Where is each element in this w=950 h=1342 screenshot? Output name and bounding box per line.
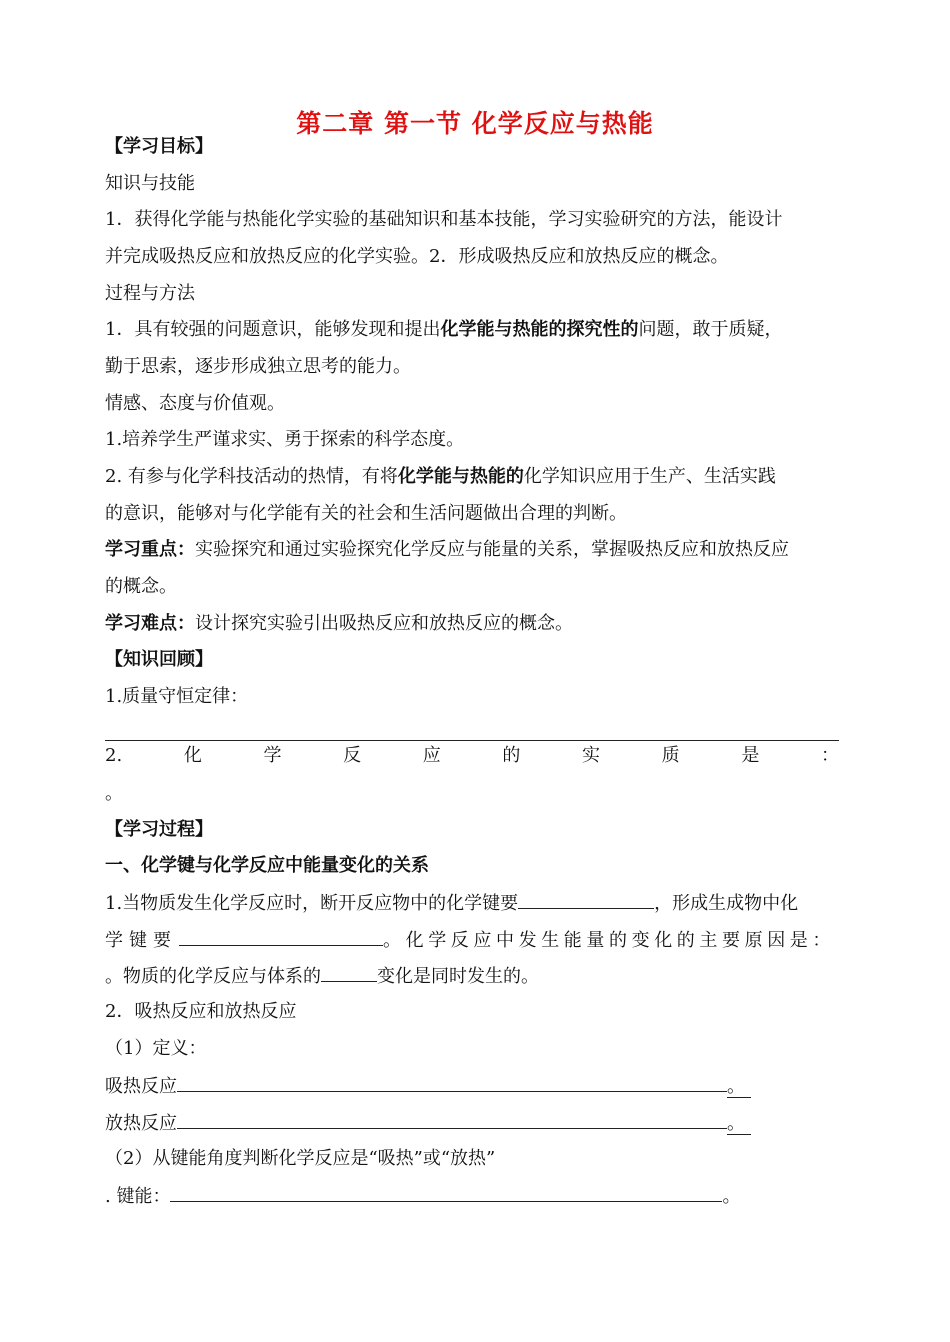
review-q2-char: 的 [502, 745, 521, 766]
review-q2-char: ： [820, 745, 839, 766]
answer-blank [518, 890, 654, 909]
emotion-label: 情感、态度与价值观。 [105, 393, 285, 414]
emotion-p1: 1.培养学生严谨求实、勇于探索的科学态度。 [105, 429, 465, 450]
review-q2-char: 质 [661, 745, 680, 766]
review-q2 [105, 744, 839, 768]
review-q2-char: 学 [263, 745, 282, 766]
process-p2: 勤于思索，逐步形成独立思考的能力。 [105, 356, 411, 377]
bond-energy-line [105, 1183, 845, 1209]
bond-energy-period: 。 [722, 1186, 741, 1207]
key-text1: 实验探究和通过实验探究化学反应与能量的关系，掌握吸热反应和放热反应 [195, 539, 789, 560]
answer-blank [177, 1073, 727, 1092]
process-q1-line2 [105, 927, 845, 953]
answer-blank [179, 927, 383, 946]
difficulty-label: 学习难点： [105, 613, 195, 634]
process-p1 [105, 318, 845, 342]
process-q1-a: 1.当物质发生化学反应时，断开反应物中的化学键要 [105, 893, 519, 914]
process-label: 过程与方法 [105, 283, 195, 304]
exothermic-label: 放热反应 [105, 1113, 177, 1134]
endothermic-period: 。 [727, 1076, 751, 1098]
process-p1-b: 问题，敢于质疑， [638, 319, 783, 340]
emotion-p2-bold: 化学能与热能的 [397, 466, 524, 487]
bond-energy-label: . 键能： [105, 1186, 171, 1207]
emotion-p2-b: 化学知识应用于生产、生活实践 [523, 466, 776, 487]
answer-line-q1 [105, 740, 839, 741]
knowledge-p1: 1．获得化学能与热能化学实验的基础知识和基本技能，学习实验研究的方法，能设计 [105, 209, 783, 230]
q1-chars [105, 929, 171, 953]
process-q1-line1 [105, 890, 845, 916]
difficulty-point [105, 612, 845, 636]
q1-char: 要 [153, 930, 171, 951]
review-q2-end: 。 [105, 783, 123, 804]
review-q2-char: 反 [343, 745, 362, 766]
review-heading: 【知识回顾】 [105, 649, 213, 670]
difficulty-text: 设计探究实验引出吸热反应和放热反应的概念。 [195, 613, 573, 634]
exothermic-line [105, 1110, 845, 1136]
answer-blank [321, 963, 377, 982]
process-q2: 2．吸热反应和放热反应 [105, 1001, 297, 1022]
process-q1-e: 变化是同时发生的。 [377, 966, 539, 987]
review-q2-char: 2. [105, 745, 123, 766]
q1-char: 学 [105, 930, 123, 951]
exothermic-period: 。 [727, 1113, 751, 1135]
review-q2-char: 是 [741, 745, 760, 766]
review-q2-char: 应 [422, 745, 441, 766]
process-q1-d: 。物质的化学反应与体系的 [105, 966, 321, 987]
q1-char: 键 [129, 930, 147, 951]
process-q1-line3 [105, 963, 845, 989]
emotion-p2 [105, 465, 845, 489]
page-title: 第二章 第一节 化学反应与热能 [296, 109, 654, 138]
section1-heading: 一、化学键与化学反应中能量变化的关系 [105, 855, 429, 876]
answer-blank [177, 1110, 727, 1129]
definition-label: （1）定义： [105, 1038, 207, 1059]
endothermic-line [105, 1073, 845, 1099]
review-q2-char: 化 [183, 745, 202, 766]
key-label: 学习重点： [105, 539, 195, 560]
process-q1-b: ，形成生成物中化 [654, 893, 799, 914]
emotion-p3: 的意识，能够对与化学能有关的社会和生活问题做出合理的判断。 [105, 503, 627, 524]
key-point [105, 538, 845, 562]
judge-line: （2）从键能角度判断化学反应是“吸热”或“放热” [105, 1148, 496, 1169]
review-q1: 1.质量守恒定律： [105, 686, 249, 707]
emotion-p2-a: 2. 有参与化学科技活动的热情，有将 [105, 466, 398, 487]
knowledge-p2: 并完成吸热反应和放热反应的化学实验。2．形成吸热反应和放热反应的概念。 [105, 246, 729, 267]
knowledge-label: 知识与技能 [105, 173, 195, 194]
review-q2-char: 实 [582, 745, 601, 766]
goals-heading: 【学习目标】 [105, 136, 213, 157]
key-text2: 的概念。 [105, 576, 177, 597]
process-p1-bold: 化学能与热能的探究性的 [440, 319, 639, 340]
process-q1-c: 。化学反应中发生能量的变化的主要原因是： [383, 930, 835, 951]
process-heading: 【学习过程】 [105, 819, 213, 840]
process-p1-a: 1．具有较强的问题意识，能够发现和提出 [105, 319, 441, 340]
endothermic-label: 吸热反应 [105, 1076, 177, 1097]
answer-blank [170, 1183, 722, 1202]
